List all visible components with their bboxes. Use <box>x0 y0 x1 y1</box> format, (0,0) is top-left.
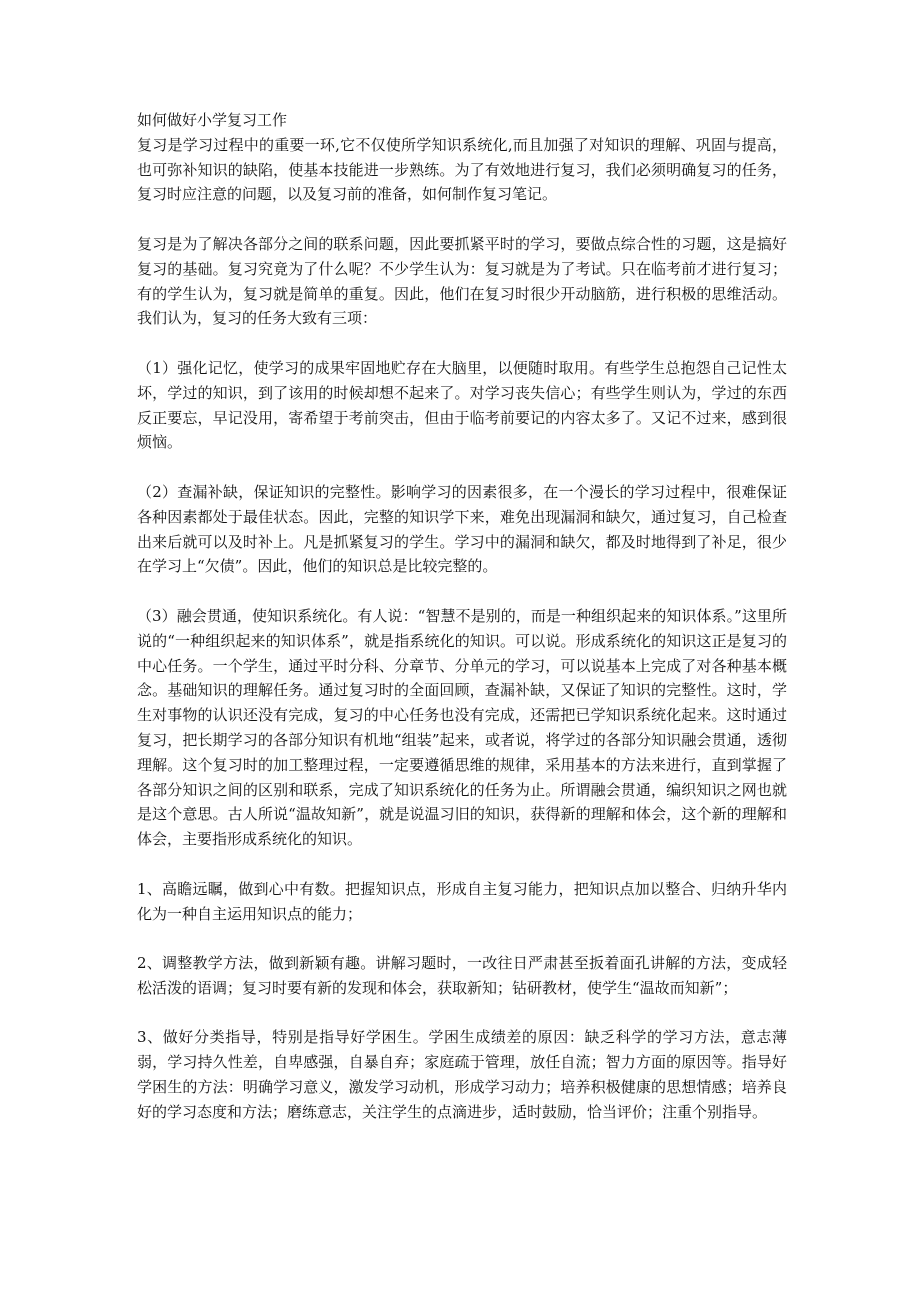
method-2-paragraph: 2、调整教学方法，做到新颖有趣。讲解习题时，一改往日严肃甚至扳着面孔讲解的方法，变成轻松活泼的语调；复习时要有新的发现和体会，获取新知；钻研教材，使学生“温故而知新”； <box>137 954 787 997</box>
task-3-integration-paragraph: （3）融会贯通，使知识系统化。有人说：“智慧不是别的，而是一种组织起来的知识体系。”这里所说的“一种组织起来的知识体系”，就是指系统化的知识。可以说。形成系统化的知识这正是复习的中心任务。一个学生，通过平时分科、分章节、分单元的学习，可以说基本上完成了对各种基本概念。基础知识的理解任务。通过复习时的全面回顾，查漏补缺，又保证了知识的完整性。这时，学生对事物的认识还没有完成，复习的中心任务也没有完成，还需把已学知识系统化起来。这时通过复习，把长期学习的各部分知识有机地“组装”起来，或者说，将学过的各部分知识融会贯通，透彻理解。这个复习时的加工整理过程，一定要遵循思维的规律，采用基本的方法来进行，直到掌握了各部分知识之间的区别和联系，完成了知识系统化的任务为止。所谓融会贯通，编织知识之网也就是这个意思。古人所说“温故知新”，就是说温习旧的知识，获得新的理解和体会，这个新的理解和体会，主要指形成系统化的知识。 <box>137 606 787 849</box>
task-2-fill-gaps-paragraph: （2）查漏补缺，保证知识的完整性。影响学习的因素很多，在一个漫长的学习过程中，很难保证各种因素都处于最佳状态。因此，完整的知识学下来，难免出现漏洞和缺欠，通过复习，自己检查出来后就可以及时补上。凡是抓紧复习的学生。学习中的漏洞和缺欠，都及时地得到了补足，很少在学习上“欠债”。因此，他们的知识总是比较完整的。 <box>137 482 787 576</box>
method-1-paragraph: 1、高瞻远瞩，做到心中有数。把握知识点，形成自主复习能力，把知识点加以整合、归纳升华内化为一种自主运用知识点的能力； <box>137 879 787 923</box>
intro-paragraph: 复习是学习过程中的重要一环,它不仅使所学知识系统化,而且加强了对知识的理解、巩固与提高，也可弥补知识的缺陷，使基本技能进一步熟练。为了有效地进行复习，我们必须明确复习的任务，复习时应注意的问题，以及复习前的准备，如何制作复习笔记。 <box>137 135 787 204</box>
task-1-memory-paragraph: （1）强化记忆，使学习的成果牢固地贮存在大脑里，以便随时取用。有些学生总抱怨自己记性太坏，学过的知识，到了该用的时候却想不起来了。对学习丧失信心；有些学生则认为，学过的东西反正要忘，早记没用，寄希望于考前突击，但由于临考前要记的内容太多了。又记不过来，感到很烦恼。 <box>137 358 787 452</box>
document-title: 如何做好小学复习工作 <box>137 111 288 129</box>
review-purpose-paragraph: 复习是为了解决各部分之间的联系问题，因此要抓紧平时的学习，要做点综合性的习题，这是搞好复习的基础。复习究竟为了什么呢？不少学生认为：复习就是为了考试。只在临考前才进行复习；有的学生认为，复习就是简单的重复。因此，他们在复习时很少开动脑筋，进行积极的思维活动。我们认为，复习的任务大致有三项： <box>137 234 787 328</box>
method-3-paragraph: 3、做好分类指导，特别是指导好学困生。学困生成绩差的原因：缺乏科学的学习方法，意志薄弱，学习持久性差，自卑感强，自暴自弃；家庭疏于管理，放任自流；智力方面的原因等。指导好学困生的方法：明确学习意义，激发学习动机，形成学习动力；培养积极健康的思想情感；培养良好的学习态度和方法；磨练意志，关注学生的点滴进步，适时鼓励，恰当评价；注重个别指导。 <box>137 1028 787 1121</box>
document-page <box>137 108 787 1149</box>
